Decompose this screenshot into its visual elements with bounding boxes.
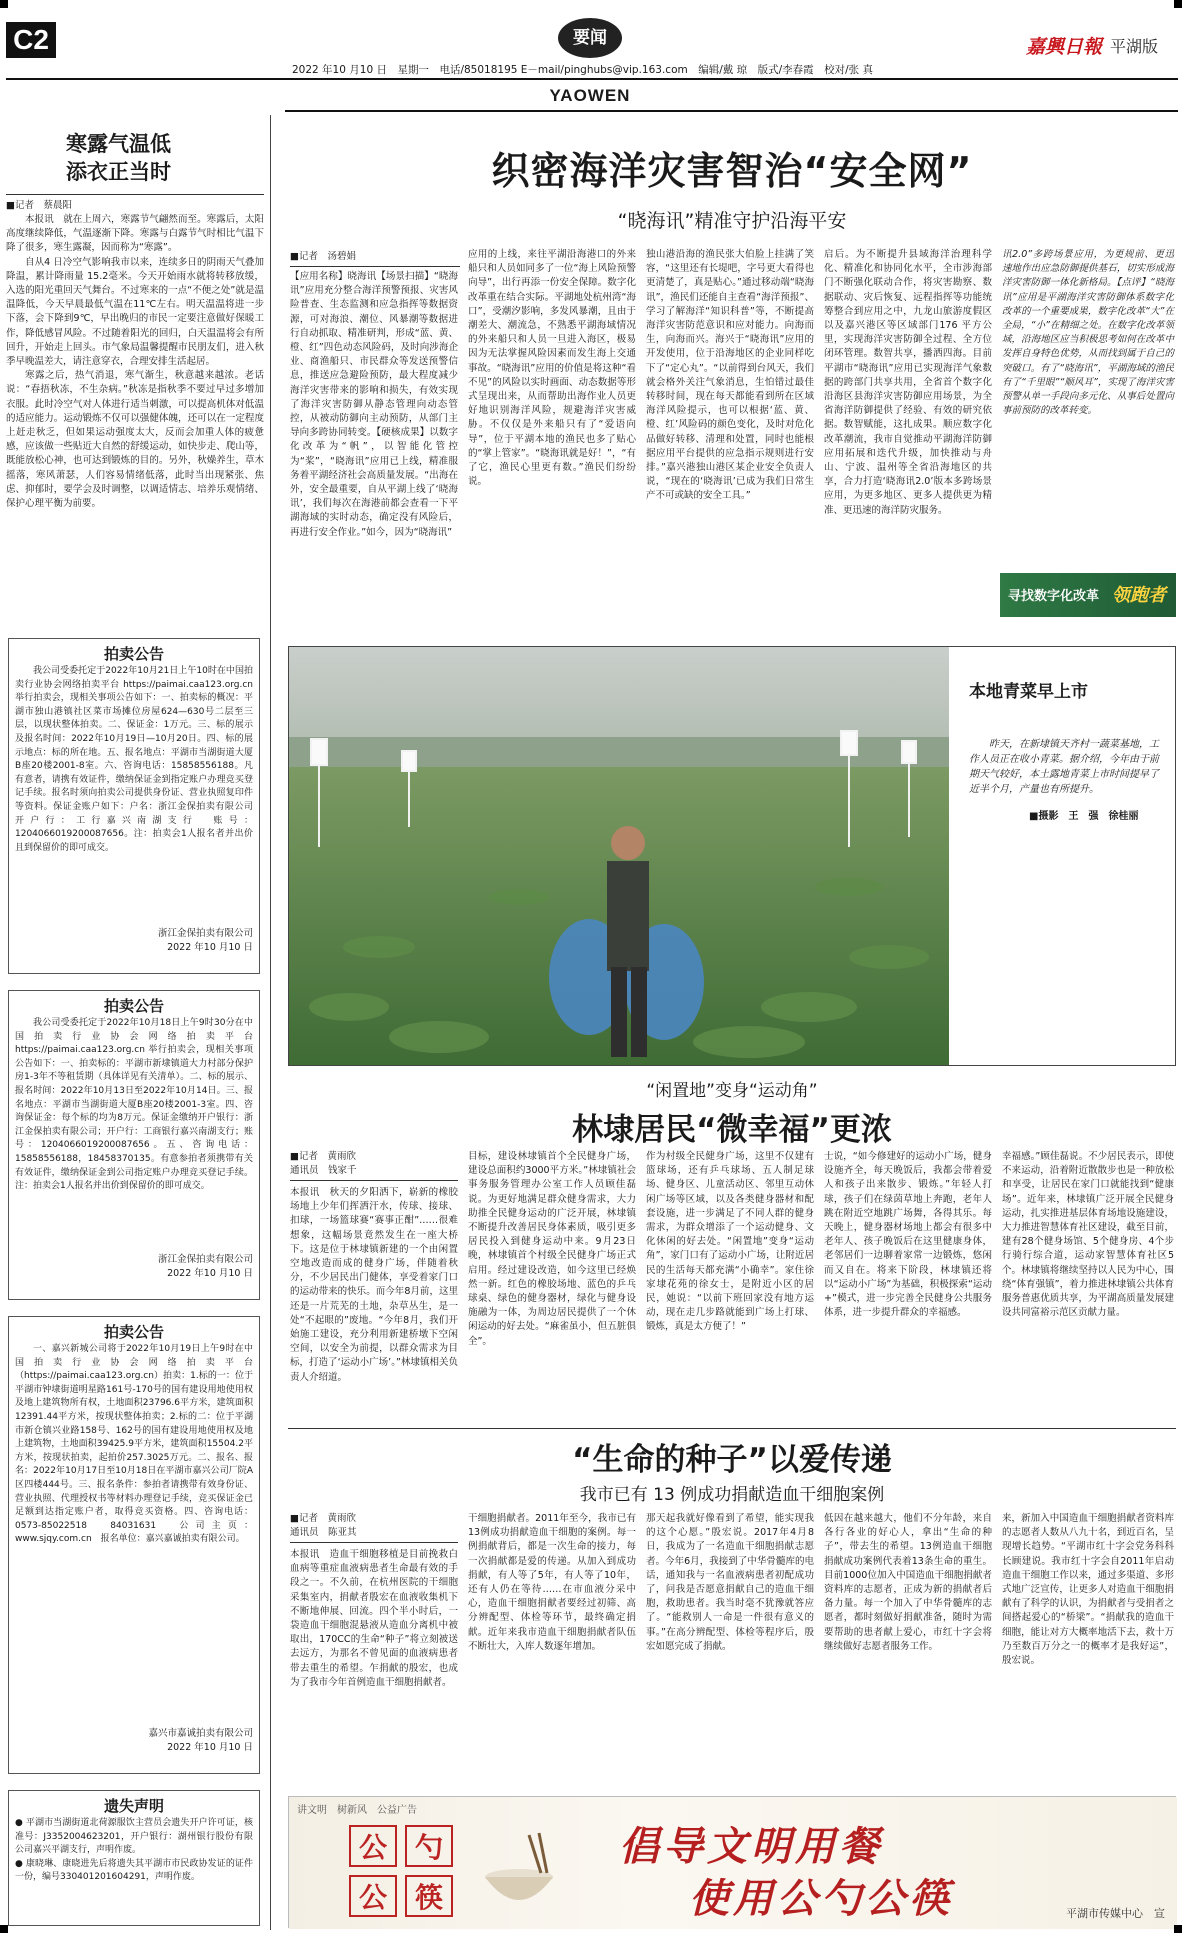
- ad-char: 公: [349, 1875, 397, 1917]
- lost-notice-title: 遗失声明: [103, 1797, 164, 1815]
- weather-article: [6, 130, 264, 631]
- weather-byline: ■记者 蔡晨阳: [6, 200, 72, 211]
- story2-column: 士说，“如今修建好的运动小广场，健身设施齐全，每天晚饭后，我都会带着爱人和孩子出来散步、锻炼。”年轻人打球，孩子们在绿茵草地上奔跑，老年人跳在附近空地跳广场舞，各得其乐。每天晚上，健身器材场地上都会有很多中老年人、孩子晚饭后在这里健康身体，老邻居们一边聊着家常一边锻炼，悠闲而又自在。将来下阶段，林埭镇还将以“运动小广场”为基础，积极探索“运动+”模式，进一步完善全民健身公共服务体系，进一步提升群众的幸福感。: [824, 1151, 992, 1319]
- auction-date: 2022 年10 月10 日: [167, 1268, 253, 1279]
- edition-name: 平湖版: [1110, 37, 1159, 56]
- ad-char: 勺: [405, 1825, 453, 1867]
- auction-notice: [8, 1316, 260, 1774]
- story2-subhead: “闲置地”变身“运动角”: [646, 1081, 818, 1101]
- photo-frame: [288, 646, 1176, 1066]
- story3-subhead: 我市已有 13 例成功捐献造血干细胞案例: [579, 1485, 885, 1505]
- public-service-ad: [288, 1796, 1176, 1928]
- story3-column: 干细胞捐献者。2011年至今，我市已有13例成功捐献造血干细胞的案例。每一例捐献背后，都是一次生命的接力，每一次捐献都是爱的传递。从加入到成功捐献，有人等了5年，有人等了10年，还有人仍在等待……在市血液分采中心，造血干细胞捐献者要经过初筛、高分辨配型、体检等环节，最终确定捐献。近年来我市造血干细胞捐献者队伍不断壮大，入库人数逐年增加。: [468, 1513, 636, 1652]
- lost-notice-item: ● 平湖市当湖街道北荷源服饮主营员会遗失开户许可证，核准号：J3352004623201，开户银行：湖州银行股份有限公司嘉兴平湖支行，声明作废。: [15, 1818, 253, 1856]
- auction-title: 拍卖公告: [103, 997, 164, 1015]
- auction-company: 浙江金保拍卖有限公司: [157, 928, 253, 939]
- vegetable-harvest-photo: [289, 647, 949, 1065]
- story3-headline: “生命的种子”以爱传递: [572, 1442, 892, 1478]
- top-story-subhead: “晓海讯”精准守护沿海平安: [617, 210, 847, 232]
- auction-title: 拍卖公告: [103, 645, 164, 663]
- digital-reform-banner: [1000, 573, 1176, 617]
- auction-company: 嘉兴市嘉诚拍卖有限公司: [148, 1728, 253, 1739]
- bowl-illustration-icon: [479, 1827, 559, 1917]
- story2-headline: 林埭居民“微幸福”更浓: [572, 1112, 892, 1148]
- story2-column: 目标，建设林埭镇首个全民健身广场，建设总面积约3000平方米。”林埭镇社会事务服务管理办公室工作人员顾佳磊说。为更好地满足群众健身需求，大力助推全民健身运动的广泛开展，林埭镇不断提升改善居民身体素质，吸引更多居民投入到健身运动中来。9月23日晚，林埭镇首个村级全民健身广场正式启用。经过建设改造，如今这里已经焕然一新。红色的橡胶场地、蓝色的乒乓球桌、绿色的健身器材，绿化与健身设施融为一体，为周边居民提供了一个休闲运动的好去处。“麻雀虽小，但五脏俱全”。: [468, 1151, 636, 1347]
- banner-prefix: 寻找数字化改革: [1008, 589, 1100, 604]
- ad-tags: 讲文明 树新风 公益广告: [297, 1805, 417, 1816]
- lost-notice: [8, 1790, 260, 1926]
- auction-date: 2022 年10 月10 日: [167, 1742, 253, 1753]
- photo-caption: 昨天，在新埭镇天齐村一蔬菜基地，工作人员正在收小青菜。据介绍，今年由于前期天气较好，本土露地青菜上市时间提早了近半个月，产量也有所提升。: [969, 739, 1159, 795]
- photo-title: 本地青菜早上市: [969, 682, 1088, 702]
- weather-paragraph: 本报讯 就在上周六，寒露节气翩然而至。寒露后，太阳高度继续降低，气温逐渐下降。寒露与白露节气时相比气温下降了很多，寒生露凝，因而称为“寒露”。: [6, 214, 264, 254]
- page-code: C2: [6, 22, 56, 58]
- story2-byline: ■记者 黄雨欣 通讯员 钱家千: [290, 1151, 357, 1176]
- ad-slogan-2: 使用公勺公筷: [689, 1875, 953, 1922]
- auction-title: 拍卖公告: [103, 1323, 164, 1341]
- auction-body: 我公司受委托定于2022年10月21日上午10时在中国拍卖行业协会网络拍卖平台 https://paimai.caa123.org.cn 举行拍卖会，现相关事项公告如下：一、拍卖标的概况：平湖市独山港镇社区菜市场摊位房屋624—630号二层至三层，以现状整体拍卖。二、保证金：1万元。三、标的展示及报名时间：2022年10月19日—10月20日。四、标的展示地点：标的所在地。五、报名地点：平湖市当湖街道大厦B座20楼2001-8室。六、咨询电话：15858556188。凡有意者，请携有效证件，缴纳保证金到指定账户办理竞买登记手续。报名时须向拍卖公司提供身份证、营业执照复印件等资料。保证金账户如下：户名：浙江金保拍卖有限公司 开户行：工行嘉兴南湖支行 账号：1204066019200087656。注：拍卖会1人报名者并出价且到保留价的即可成交。: [15, 666, 263, 853]
- ad-slogan-1: 倡导文明用餐: [619, 1823, 883, 1870]
- auction-body: 一、嘉兴新城公司将于2022年10月19日上午9时在中国拍卖行业协会网络拍卖平台（https://paimai.caa123.org.cn）拍卖：1.标的一：位于平湖市钟埭街道明星路161号-170号的国有建设用地使用权及地上建筑物所有权，土地面积23796.6平方米，建筑面积12391.44平方米，按现状整体拍卖；2.标的二：位于平湖市新仓镇兴业路158号、162号的国有建设用地使用权及地上建筑物，土地面积39425.9平方米，建筑面积15504.2平方米，按现状拍卖，起拍价257.3025万元。二、报名、报名：2022年10月17日至10月18日在平湖市嘉兴公司厂院A区四楼444号。三、报名条件：参拍者请携带有效身份证、营业执照、代理授权书等材料办理登记手续，竞买保证金已足额到达指定账户者，取得竞买资格。四、咨询电话：0573-85022518 84031631 公司主页：www.sjqy.com.cn 报名单位：嘉兴嘉诚拍卖有限公司。: [15, 1344, 253, 1545]
- lost-notice-item: ● 康晓琳、康晓进先后将遗失其平湖市市民政协发证的证件一份，编号330401201604291，声明作废。: [15, 1858, 253, 1883]
- auction-body: 我公司受委托定于2022年10月18日上午9时30分在中国拍卖行业协会网络拍卖平台 https://paimai.caa123.org.cn 举行拍卖会，现相关事项公告如下：一、拍卖标的：平湖市新埭镇道大力村部分保护房1-3年不等租赁期（具体详见有关清单）。二、标的展示、报名时间：2022年10月13日至2022年10月14日。三、报名地点：平湖市当湖街道大厦B座20楼2001-3室。四、咨询保证金：每个标的均为8万元。保证金缴纳开户银行：浙江金保拍卖有限公司；开户行：工商银行嘉兴南湖支行；账号：1204066019200087656。五、咨询电话：15858556188，18458370135。有意参拍者须携带有关有效证件，缴纳保证金到公司指定账户办理竞买登记手续。注：拍卖会1人报名并出价到保留价的即可成交。: [15, 1018, 253, 1192]
- ad-credit: 平湖市传媒中心 宣: [1066, 1907, 1165, 1920]
- paper-name: 嘉興日報: [1026, 36, 1103, 58]
- dateline: 2022 年10 月10 日 星期一 电话/85018195 E－mail/pinghubs@vip.163.com 编辑/戴 琼 版式/李春霞 校对/张 真: [292, 64, 874, 76]
- story3-column: 低因在越来越大，他们不分年龄，来自各行各业的好心人，拿出“生命的种子”，带去生的希望。13例造血干细胞捐献成功案例代表着13条生命的重生。目前1000位加入中国造血干细胞捐献者资料库的志愿者，正成为新的捐献者后备力量。每一个加入了中华骨髓库的志愿者，都时刻做好捐献准备，随时为需要帮助的患者献上爱心，市红十字会将继续做好志愿者服务工作。: [824, 1513, 992, 1652]
- ad-char: 公: [349, 1825, 397, 1867]
- auction-notice: [8, 638, 263, 974]
- top-story-column: 独山港沿海的渔民张大伯脸上挂满了笑容，“这里还有长堤吧，字号更大看得也更清楚了，真是贴心。”通过移动端“晓海讯”，渔民们还能自主查看“海洋预报”、学习了解海洋“知识科普”等，不断提高海洋灾害防范意识和应对能力。向海而生，向海而兴。海兴于“晓海讯”应用的开发使用，位于沿海地区的企业同样吃下了“定心丸”。“以前得到台风天，我们就会格外关注气象消息，生怕错过最佳转移时间，现在每天都能看到所在区域海洋风险提示，也可以根据‘蓝、黄、橙、红’风险码的颜色变化，及时对危化品做好转移、清理和处置，同时也能根据应用平台提供的应急指示规则进行安排。”嘉兴港独山港区某企业安全负责人说，“现在的‘晓海讯’已成为我们日常生产不可或缺的安全工具。”: [646, 249, 814, 502]
- banner-highlight: 领跑者: [1112, 585, 1166, 606]
- story3-column: 来，新加入中国造血干细胞捐献者资料库的志愿者人数从八九十名，到近百名，呈现增长趋势。“平湖市红十字会党务科科长顾建说。我市红十字会自2011年启动造血干细胞工作以来，通过多渠道、多形式地广泛宣传，让更多人对造血干细胞捐献有了科学的认识，为捐献者与受捐者之间搭起爱心的“桥梁”。“捐献我的造血干细胞，能让对方大概率地活下去，救十万乃至数百万分之一的概率才是我好运”，殷宏说。: [1002, 1513, 1174, 1667]
- weather-headline-1: 寒露气温低: [66, 132, 171, 156]
- weather-paragraph: 寒露之后，热气消退，寒气渐生，秋意越来越浓。老话说：“春捂秋冻，不生杂病。”秋冻是指秋季不要过早过多增加衣服。此时冷空气对人体进行适当刺激，可以提高机体对低温的适应能力。运动锻炼不仅可以强健体魄，还可以在一定程度上赶走秋乏，但如果运动强度太大，反而会加重人体的疲惫感，应该做一些贴近大自然的舒缓运动，如快步走、爬山等，既能放松心神，也可达到锻炼的目的。另外，秋燥养生，草木摇落，寒风萧瑟，人们容易情绪低落，此时当出现紧张、焦虑、抑郁时，要学会及时调整，以调适情志、培养乐观情绪、保护心理平衡为前要。: [6, 370, 264, 510]
- top-story-headline: 织密海洋灾害智治“安全网”: [491, 149, 973, 193]
- story3-byline: ■记者 黄雨欣 通讯员 陈亚其: [290, 1513, 357, 1538]
- section-logo: 要闻: [558, 18, 622, 58]
- top-story-byline: ■记者 汤碧娟: [290, 251, 356, 262]
- top-story-column: 【应用名称】晓海讯【场景扫描】“晓海讯”应用充分整合海洋预警预报、灾害风险普查、生态监测和应急指挥等数据资源，可对海浪、潮位、风暴潮等数据进行自动抓取、精准研判，形成“蓝、黄、橙、红”四色动态风险码，及时向涉海企业、商渔船只、市民群众等发送预警信息，推送应急避险预防，最大程度减少海洋灾害带来的影响和损失，有效实现了海洋灾害防御从静态管理向动态管控，从被动防御向主动预防，从部门主导向多跨协同转变。【硬核成果】以数字化改革为“帆”，以智能化管控为“桨”，“晓海讯”应用已上线，精准服务着平湖经济社会高质量发展。“出海在外，安全最重要，自从平湖上线了‘晓海讯’，我们每次在海港前都会查看一下平湖海域的实时动态，确定没有风险后，再进行安全作业。”如今，因为“晓海讯”: [290, 271, 458, 538]
- weather-headline-2: 添衣正当时: [66, 160, 171, 184]
- story2-column: 幸福感。”顾佳磊说。不少居民表示，即使不来运动，沿着附近散散步也是一种放松和享受，让居民在家门口就能找到“健康场”。近年来，林埭镇广泛开展全民健身运动，扎实推进基层体育场地设施建设，大力推进智慧体育社区建设，截至目前，建有28个健身场馆、5个健身房、4个步行骑行综合道，运动家智慧体育社区5个。林埭镇将继续坚持以人民为中心，围绕“体育强镇”，着力推进林埭镇公共体育服务普惠优质共享，为平湖高质量发展建设共同富裕示范区贡献力量。: [1002, 1151, 1174, 1319]
- auction-notice: [8, 990, 260, 1300]
- top-story-column: 启后。为不断提升县域海洋治理科学化、精准化和协同化水平，全市涉海部门不断强化联动合作，将灾害勘察、数据联动、灾后恢复、远程指挥等功能统筹整合到应用之中，九龙山旅游度假区以及嘉兴港区等区域部门176 平方公里，实现海洋灾害防御全过程、全方位闭环管理。数智共享，播洒四海。目前平湖市“晓海讯”应用已实现海洋气象数据的跨部门共享共用，全省首个数字化沿海区县海洋灾害防御应用场景，为全省海洋防御提供了经验、有效的研究依据。数智赋能，这扎成果。顺应数字化改革潮流，我市自觉推动平湖海洋防御应用拓展和迭代升级，加快推动与舟山、宁波、温州等全省沿海地区的共享，合力打造‘晓海讯2.0’版本多跨场景应用，为更多地区、更多人提供更为精准、更迅速的海洋防灾服务。: [824, 249, 992, 516]
- top-story-column: 讯2.0”多跨场景应用，为更规前、更迅速地作出应急防御提供基石，切实形成海洋灾害防御一体化新格局。【点评】“晓海讯”应用是平湖海洋灾害防御体系数字化改革的一个重要成果，数字化改革“大”在全局，“小”在精细之处。在数字化改革领域，沿海地区应当积极思考如何在改革中发挥自身特色优势，从而找到属于自己的突破口。有了“晓海讯”，平湖海域的渔民有了“千里眼”“顺风耳”，实现了海洋灾害预警从单一手段向多元化、从事后处置向事前预防的改革转变。: [1002, 249, 1174, 417]
- ad-char: 筷: [405, 1875, 453, 1917]
- story3-column: 那天起我就好像看到了希望，能实现我的这个心愿。”殷宏说。2017年4月8日，我成为了一名造血干细胞捐献志愿者。今年6月，我接到了中华骨髓库的电话，通知我与一名血液病患者初配成功了，问我是否愿意捐献自己的造血干细胞，救助患者。我当时毫不犹豫就答应了。“能救别人一命是一件很有意义的事。”在高分辨配型、体检等程序后，殷宏如愿完成了捐献。: [646, 1513, 814, 1652]
- ad-char-grid: [349, 1825, 459, 1921]
- story3-column: 本报讯 造血干细胞移植是目前挽救白血病等重症血液病患者生命最有效的手段之一。不久前，在杭州医院的干细胞采集室内，捐献者殷宏在血液收集机下不断地伸展、回流。四个半小时后，一袋造血干细胞混悬液从造血分离机中被取出，170CC的生命“种子”将立刻被送去远方，为那名不曾见面的血液病患者带去重生的希望。乍捐献的殷宏，也成为了我市今年首例造血干细胞捐献者。: [290, 1549, 458, 1688]
- top-story-column: 应用的上线，来往平湖沿海港口的外来船只和人员如同多了一位“海上风险预警向导”，出行再添一份安全保障。数字化改革重在结合实际。平湖地处杭州湾“海口”，受潮汐影响，多发风暴潮，且由于潮差大、潮流急，不熟悉平湖海域情况的外来船只和人员一旦进入海区，极易因为无法掌握风险因素而发生海上交通事故。“晓海讯”应用的价值是将这种“看不见”的风险以实时画面、动态数据等形式呈现出来，从而帮助出海作业人员更好地识别海洋风险，规避海洋灾害威胁。不仅仅是外来船只有了“爱语向导”，位于平湖本地的渔民也多了贴心的“掌上管家”。“晓海讯就是好！”，“有了它，渔民心里更有数。”渔民们纷纷说。: [468, 249, 636, 488]
- photo-credit: ■摄影 王 强 徐桂丽: [1029, 811, 1139, 822]
- auction-company: 浙江金保拍卖有限公司: [157, 1254, 253, 1265]
- auction-date: 2022 年10 月10 日: [167, 942, 253, 953]
- story2-column: 作为村级全民健身广场，这里不仅建有篮球场，还有乒乓球场、五人制足球场、健身区、儿童活动区、邻里互动休闲广场等区域，以及各类健身器材和配套设施，进一步满足了不同人群的健身需求，为群众增添了一个运动健身、文化休闲的好去处。“闲置地”变身“运动角”，家门口有了运动小广场，让附近居民的生活每天都充满“小确幸”。家住徐家埭花苑的徐女士，是附近小区的居民，她说：“以前下班回家没有地方运动，现在走几步路就能到广场上打球、锻炼，真是太方便了！”: [646, 1151, 814, 1333]
- weather-paragraph: 自从4 日冷空气影响我市以来，连续多日的阴雨天气叠加降温，累计降雨量 15.2毫米。今天开始雨水就将转移放缓，入选的阳光重回天气舞台。不过寒来的一点“不便之处”就是温温降低，今天早晨最低气温在11℃左右。明天温温将进一步下落，会下降到9℃，早出晚归的市民一定要注意做好保暖工作，降低感冒风险。不过随着阳光的回归，白天温温将会有所回升，开始走上回头。市气象局温馨提醒市民朋友们，进入秋季早晚温差大，请注意穿衣，合理安排生活起居。: [6, 256, 264, 368]
- section-pinyin: YAOWEN: [549, 86, 631, 105]
- story2-column: 本报讯 秋天的夕阳洒下，崭新的橡胶场地上少年们挥洒汗水，传球、接球、扣球，一场篮球赛“赛事正酣”……很难想象，这幅场景竟然发生在一座大桥下。这是位于林埭镇新建的一个由闲置空地改造而成的健身广场，伴随着秋分，不少居民出门健体，享受着家门口的运动带来的快乐。而今年8月前，这里还是一片荒芜的土地，杂草丛生，是一处“不起眼的”废地。“今年8月，我们开始施工建设，充分利用新建桥墩下空闲空间，以安全为前提，以群众需求为目标，打造了‘运动小广场’。”林埭镇相关负责人介绍道。: [290, 1187, 458, 1383]
